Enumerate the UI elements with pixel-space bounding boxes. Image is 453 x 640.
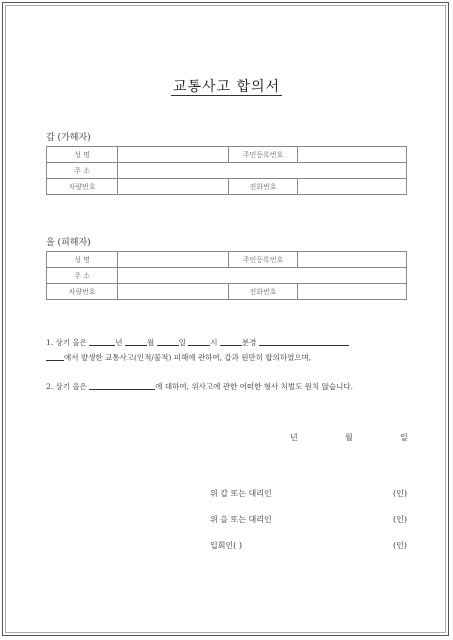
day-blank[interactable] <box>157 337 179 346</box>
hour-word: 시 <box>210 338 218 347</box>
location-blank[interactable] <box>259 337 349 346</box>
name-label: 성 명 <box>47 147 118 163</box>
agreement-blank[interactable] <box>89 381 155 390</box>
date-year: 년 <box>290 433 298 442</box>
party-b-table <box>46 251 407 300</box>
party-b-signature-label: 위 을 또는 대리인 <box>210 515 272 524</box>
place-blank[interactable] <box>46 352 64 361</box>
party-a-table <box>46 146 407 195</box>
month-blank[interactable] <box>125 337 147 346</box>
party-a-phone-field[interactable] <box>298 179 407 195</box>
party-a-label: 갑 (가해자) <box>46 133 91 143</box>
vehicle-label: 차량번호 <box>47 284 118 300</box>
phone-label: 전화번호 <box>229 179 298 195</box>
minute-blank[interactable] <box>220 337 242 346</box>
party-b-id-field[interactable] <box>298 252 407 268</box>
name-label: 성 명 <box>47 252 118 268</box>
year-word: 년 <box>115 338 123 347</box>
day-word: 일 <box>178 338 186 347</box>
statement-1-line-1 <box>46 337 349 348</box>
party-b-name-field[interactable] <box>118 252 229 268</box>
party-a-id-field[interactable] <box>298 147 407 163</box>
hour-blank[interactable] <box>188 337 210 346</box>
page-inner-border <box>5 5 446 633</box>
statement-1-prefix: 1. 상기 을은 <box>46 338 87 347</box>
approx-time-word: 분경 <box>241 338 257 347</box>
party-a-name-field[interactable] <box>118 147 229 163</box>
month-word: 월 <box>146 338 155 347</box>
witness-label: 입회인( ) <box>210 541 242 550</box>
address-label: 주 소 <box>47 163 118 179</box>
vehicle-label: 차량번호 <box>47 179 118 195</box>
date-day: 일 <box>400 433 408 442</box>
party-a-address-field[interactable] <box>118 163 407 179</box>
party-a-vehicle-field[interactable] <box>118 179 229 195</box>
party-a-seal[interactable]: (인) <box>393 489 407 498</box>
party-b-label: 을 (피해자) <box>46 238 91 248</box>
date-month: 월 <box>345 433 353 442</box>
witness-seal[interactable]: (인) <box>393 541 407 550</box>
statement-1-line-2 <box>46 352 311 363</box>
party-b-address-field[interactable] <box>118 268 407 284</box>
address-label: 주 소 <box>47 268 118 284</box>
party-b-phone-field[interactable] <box>298 284 407 300</box>
year-blank[interactable] <box>89 337 115 346</box>
statement-2-prefix: 2. 상기 을은 <box>46 382 87 391</box>
statement-1-body: 에서 발생한 교통사고(인적/물적) 피해에 관하여, 갑과 원만히 합의하였으며, <box>64 353 312 362</box>
statement-2-body: 에 대하여, 위사고에 관한 어떠한 형사 처벌도 원치 않습니다. <box>155 382 354 391</box>
statement-2 <box>46 381 353 392</box>
phone-label: 전화번호 <box>229 284 298 300</box>
party-b-vehicle-field[interactable] <box>118 284 229 300</box>
id-label: 주민등록번호 <box>229 252 298 268</box>
document-title: 교통사고 합의서 <box>172 79 281 95</box>
id-label: 주민등록번호 <box>229 147 298 163</box>
party-b-seal[interactable]: (인) <box>393 515 407 524</box>
party-a-signature-label: 위 갑 또는 대리인 <box>210 489 272 498</box>
